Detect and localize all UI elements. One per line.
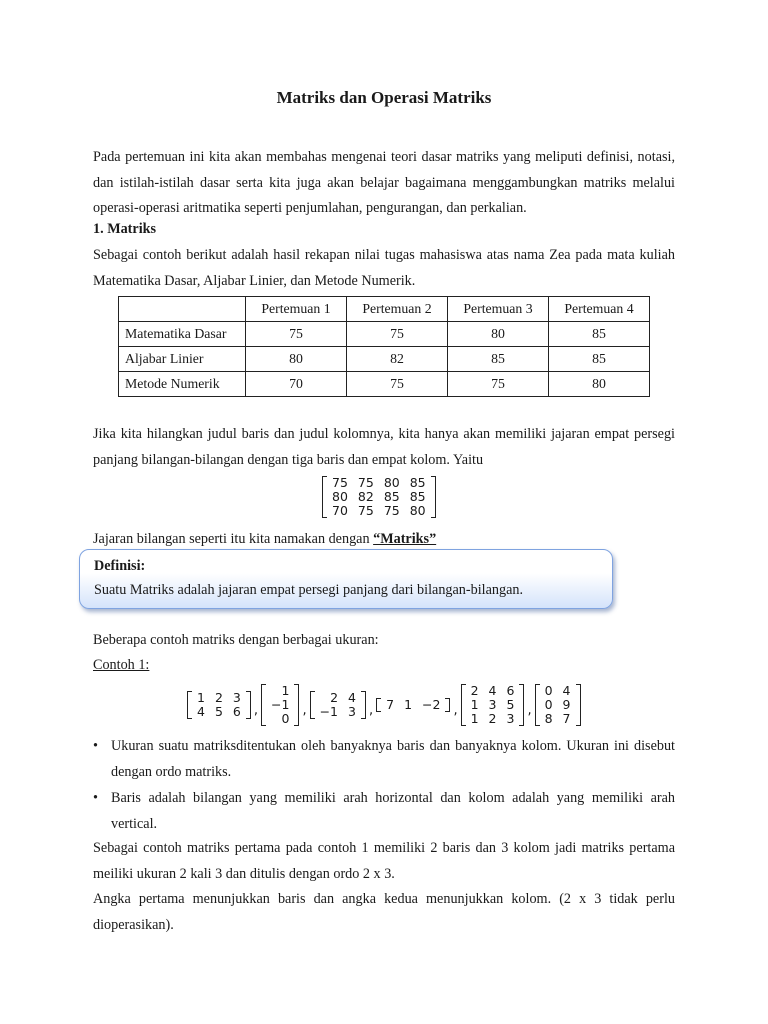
matrix-entry: −1 (271, 697, 290, 712)
main-matrix (322, 476, 436, 518)
matrix-entry: 3 (232, 690, 241, 705)
example-intro-paragraph: Sebagai contoh berikut adalah hasil rekapan nilai tugas mahasiswa atas nama Zea pada mata kuliah Matematika Dasar, Aljabar Linier, dan Metode Numerik. (93, 247, 675, 289)
bullet-dot-icon: • (93, 738, 98, 754)
table-header-cell: Pertemuan 2 (347, 297, 448, 322)
matrix-entry: 4 (562, 683, 571, 698)
matrix-entry: 70 (332, 503, 348, 518)
bullet-item (93, 786, 675, 837)
remove-headers-paragraph: Jika kita hilangkan judul baris dan judul kolomnya, kita hanya akan memiliki jajaran empat persegi panjang bilangan-bilangan dengan tiga baris dan empat kolom. Yaitu (93, 426, 675, 468)
matriks-term: “Matriks” (373, 531, 437, 547)
matrix-entry: 8 (544, 711, 553, 726)
matrix-entry: 0 (544, 697, 553, 712)
matrix-entry: 85 (409, 489, 426, 504)
examples-intro: Beberapa contoh matriks dengan berbagai ukuran: (93, 632, 379, 648)
bullet-item (93, 734, 675, 785)
table-cell: 85 (448, 347, 549, 372)
matrix-entry: −2 (422, 697, 441, 712)
matrix-entry: 7 (386, 697, 395, 712)
table-row (119, 322, 650, 347)
comma-separator: , (453, 702, 458, 718)
matrix-entry: 4 (348, 690, 356, 705)
bullet-text: Baris adalah bilangan yang memiliki arah horizontal dan kolom adalah yang memiliki arah vertical. (111, 790, 675, 832)
matrix-3x4 (322, 476, 436, 518)
matrix-entry: 1 (197, 690, 205, 705)
matrix-entry: 1 (470, 697, 479, 712)
matrix-entry: 75 (357, 475, 374, 490)
example-matrices-row (187, 680, 581, 730)
matrix-entry: 4 (197, 704, 205, 719)
table-cell: Matematika Dasar (119, 322, 246, 347)
matrix-entry: 5 (506, 697, 515, 712)
matrix-entry: 75 (332, 475, 348, 490)
example-matrix (310, 691, 366, 719)
matrix-entry: 80 (332, 489, 348, 504)
table-cell: Metode Numerik (119, 372, 246, 397)
example-matrix (535, 684, 581, 726)
comma-separator: , (368, 702, 374, 718)
table-header-cell (119, 297, 246, 322)
bracket-right (431, 476, 436, 518)
example-matrix (187, 691, 251, 719)
matrix-entry: 6 (232, 704, 241, 719)
matrix-entry: 1 (404, 697, 413, 712)
table-cell: 85 (549, 322, 650, 347)
bullet-text: Ukuran suatu matriksditentukan oleh banyaknya baris dan banyaknya kolom. Ukuran ini disebut dengan ordo matriks. (111, 738, 675, 780)
comma-separator: , (527, 702, 532, 718)
bracket-right (519, 684, 524, 726)
matrix-entry: 2 (214, 690, 223, 705)
matrix-entry: 4 (488, 683, 497, 698)
matrix-entry: −1 (319, 704, 339, 719)
example-matrix (461, 684, 525, 726)
table-header-cell: Pertemuan 4 (549, 297, 650, 322)
matrix-entry: 3 (506, 711, 515, 726)
matrix-entry: 3 (348, 704, 356, 719)
table-cell: 70 (246, 372, 347, 397)
intro-paragraph: Pada pertemuan ini kita akan membahas mengenai teori dasar matriks yang meliputi definisi, notasi, dan istilah-istilah dasar serta kita juga akan belajar bagaimana menggambungkan matriks melalui operasi-operasi aritmatika seperti penjumlahan, pengurangan, dan perkalian. (93, 149, 675, 216)
order-example-paragraph: Sebagai contoh matriks pertama pada contoh 1 memiliki 2 baris dan 3 kolom jadi matriks pertama meiliki ukuran 2 kali 3 dan ditulis dengan ordo 2 x 3. (93, 840, 675, 882)
matrix-entry: 5 (214, 704, 223, 719)
matrix-entry: 6 (506, 683, 515, 698)
matrix-entry: 80 (409, 503, 426, 518)
bracket-right (445, 698, 450, 712)
table-header-cell: Pertemuan 3 (448, 297, 549, 322)
definition-text: Suatu Matriks adalah jajaran empat persegi panjang dari bilangan-bilangan. (94, 582, 524, 598)
matrix-entry: 1 (470, 711, 479, 726)
table-cell: 80 (549, 372, 650, 397)
matrix-entry: 0 (281, 711, 290, 726)
matrix-entry: 85 (383, 489, 400, 504)
example1-label-text: Contoh 1: (93, 657, 150, 673)
order-note-paragraph: Angka pertama menunjukkan baris dan angka kedua menunjukkan kolom. (2 x 3 tidak perlu dioperasikan). (93, 891, 675, 933)
example-matrix (261, 684, 299, 726)
matrix-entry: 85 (409, 475, 426, 490)
table-cell: 75 (246, 322, 347, 347)
comma-separator: , (302, 702, 307, 718)
definition-label: Definisi: (94, 558, 146, 574)
matrix-entry: 0 (544, 683, 553, 698)
bracket-right (361, 691, 366, 719)
table-cell: Aljabar Linier (119, 347, 246, 372)
comma-separator: , (253, 702, 258, 718)
matrix-entry: 3 (488, 697, 497, 712)
matrix-entry: 2 (330, 690, 339, 705)
scores-table (118, 296, 650, 397)
definition-box (79, 549, 613, 609)
matrix-entry: 75 (357, 503, 374, 518)
matrix-entry: 80 (383, 475, 400, 490)
bullet-dot-icon: • (93, 790, 98, 806)
example1-label (93, 653, 675, 679)
naming-text: Jajaran bilangan seperti itu kita namakan dengan (93, 531, 374, 547)
matrix-entry: 1 (281, 683, 290, 698)
matrix-entry: 75 (383, 503, 400, 518)
table-cell: 80 (448, 322, 549, 347)
matrix-entry: 2 (488, 711, 497, 726)
table-cell: 82 (347, 347, 448, 372)
page-title: Matriks dan Operasi Matriks (276, 88, 492, 107)
matrix-entry: 82 (357, 489, 374, 504)
table-header-row (119, 297, 650, 322)
matrix-entry: 2 (470, 683, 479, 698)
table-header-cell: Pertemuan 1 (246, 297, 347, 322)
matrix-entry: 9 (562, 697, 571, 712)
section-heading-matriks: 1. Matriks (93, 221, 157, 237)
table-row (119, 372, 650, 397)
bracket-right (576, 684, 581, 726)
table-cell: 75 (448, 372, 549, 397)
table-cell: 75 (347, 372, 448, 397)
bracket-right (294, 684, 299, 726)
table-cell: 85 (549, 347, 650, 372)
bracket-right (246, 691, 251, 719)
matrix-entry: 7 (562, 711, 571, 726)
table-row (119, 347, 650, 372)
table-cell: 80 (246, 347, 347, 372)
table-cell: 75 (347, 322, 448, 347)
example-matrix (376, 698, 450, 712)
